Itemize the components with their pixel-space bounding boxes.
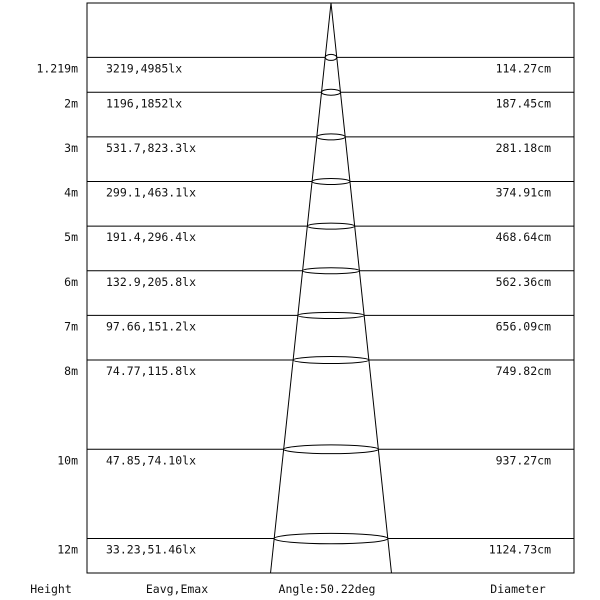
beam-spot-ellipse	[317, 134, 345, 140]
height-value: 6m	[64, 274, 78, 289]
illuminance-value: 531.7,823.3lx	[106, 140, 197, 155]
height-value: 10m	[57, 453, 78, 468]
height-column-label: Height	[30, 582, 72, 596]
distance-row	[64, 223, 574, 244]
diameter-column-label: Diameter	[490, 582, 546, 596]
footer	[30, 582, 546, 596]
illuminance-value: 3219,4985lx	[106, 61, 183, 76]
height-value: 3m	[64, 140, 78, 155]
illuminance-value: 74.77,115.8lx	[106, 364, 197, 379]
diameter-value: 187.45cm	[495, 96, 551, 111]
beam-spot-ellipse	[298, 312, 364, 318]
distance-row	[64, 268, 574, 289]
eavg-emax-column-label: Eavg,Emax	[145, 582, 209, 596]
beam-spot-ellipse	[293, 357, 369, 364]
height-value: 2m	[64, 96, 78, 111]
distance-row	[57, 533, 574, 556]
height-value: 5m	[64, 230, 78, 245]
beam-spot-ellipse	[303, 268, 360, 274]
beam-cone	[271, 3, 392, 573]
diameter-value: 656.09cm	[495, 319, 551, 334]
beam-spot-ellipse	[322, 89, 341, 95]
distance-row	[64, 312, 574, 333]
distance-row	[64, 134, 574, 155]
diameter-value: 281.18cm	[495, 140, 551, 155]
beam-spot-ellipse	[312, 179, 350, 185]
height-value: 7m	[64, 319, 78, 334]
beam-spot-ellipse	[325, 54, 337, 60]
distance-row	[64, 89, 574, 110]
diameter-value: 1124.73cm	[488, 542, 551, 557]
illuminance-value: 191.4,296.4lx	[106, 230, 197, 245]
illuminance-value: 299.1,463.1lx	[106, 185, 197, 200]
illuminance-value: 97.66,151.2lx	[106, 319, 197, 334]
diameter-value: 562.36cm	[495, 274, 551, 289]
illuminance-value: 132.9,205.8lx	[106, 274, 197, 289]
illuminance-value: 33.23,51.46lx	[106, 542, 197, 557]
distance-rows	[36, 54, 574, 556]
illuminance-value: 1196,1852lx	[106, 96, 183, 111]
distance-row	[64, 179, 574, 200]
distance-row	[36, 54, 574, 75]
diameter-value: 114.27cm	[495, 61, 551, 76]
beam-spot-ellipse	[284, 445, 379, 454]
height-value: 4m	[64, 185, 78, 200]
height-value: 1.219m	[36, 61, 78, 76]
diameter-value: 374.91cm	[495, 185, 551, 200]
distance-row	[64, 357, 574, 378]
height-value: 12m	[57, 542, 78, 557]
beam-left-edge	[271, 3, 331, 573]
diameter-value: 937.27cm	[495, 453, 551, 468]
beam-spot-ellipse	[307, 223, 354, 229]
beam-spot-ellipse	[274, 533, 388, 543]
diameter-value: 749.82cm	[495, 364, 551, 379]
beam-angle-label: Angle:50.22deg	[278, 582, 376, 596]
height-value: 8m	[64, 364, 78, 379]
illuminance-value: 47.85,74.10lx	[106, 453, 197, 468]
diameter-value: 468.64cm	[495, 230, 551, 245]
distance-row	[57, 445, 574, 467]
beam-right-edge	[331, 3, 391, 573]
